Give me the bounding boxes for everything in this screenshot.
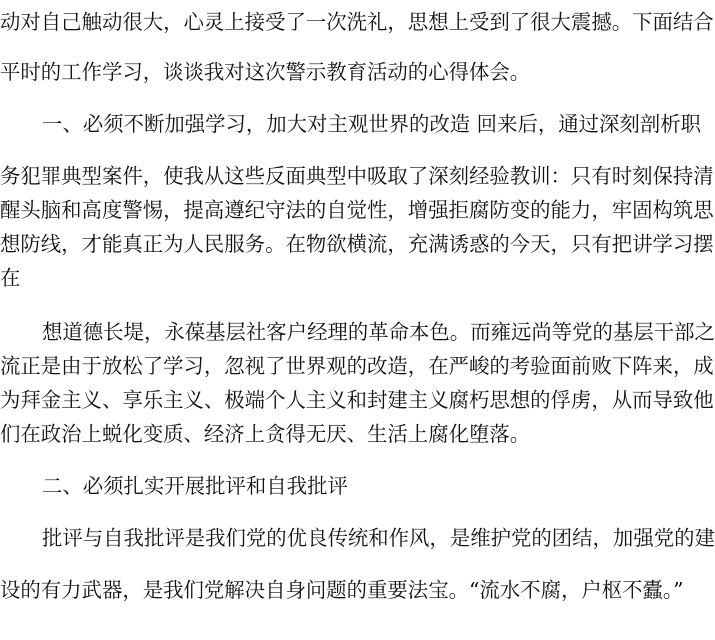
- line-text: 一、必须不断加强学习，加大对主观世界的改造 回来后，通过深刻剖析职: [42, 112, 701, 136]
- line-text: 务犯罪典型案件，使我从这些反面典型中吸取了深刻经验教训：只有时刻保持清: [0, 164, 714, 188]
- text-line-3: [0, 104, 701, 144]
- text-line-13: [0, 518, 715, 558]
- text-line-11: [0, 414, 640, 454]
- text-line-14: [0, 570, 684, 610]
- line-text: 醒头脑和高度警惕，提高遵纪守法的自觉性，增强拒腐防变的能力，牢固构筑思: [0, 198, 714, 222]
- line-text: 想道德长堤，永葆基层社客户经理的革命本色。而雍远尚等党的基层干部之: [42, 320, 715, 344]
- line-text: 们在政治上蜕化变质、经济上贪得无厌、生活上腐化堕落。: [0, 422, 531, 446]
- text-line-2: [0, 52, 640, 92]
- line-text: 平时的工作学习，谈谈我对这次警示教育活动的心得体会。: [0, 60, 531, 84]
- line-text: 动对自己触动很大，心灵上接受了一次洗礼，思想上受到了很大震撼。下面结合: [0, 10, 714, 34]
- line-text: 设的有力武器，是我们党解决自身问题的重要法宝。“流水不腐，户枢不蠹。”: [0, 578, 684, 602]
- section-heading: 二、必须扎实开展批评和自我批评: [42, 474, 348, 498]
- text-line-1: [0, 2, 714, 42]
- line-text: 想防线，才能真正为人民服务。在物欲横流，充满诱惑的今天，只有把讲学习摆: [0, 232, 714, 256]
- line-text: 在: [0, 266, 21, 290]
- text-line-12: [0, 466, 640, 506]
- text-line-7: [0, 258, 640, 298]
- line-text: 批评与自我批评是我们党的优良传统和作风，是维护党的团结，加强党的建: [42, 526, 715, 550]
- line-text: 流正是由于放松了学习，忽视了世界观的改造，在严峻的考验面前败下阵来，成: [0, 354, 714, 378]
- line-text: 为拜金主义、享乐主义、极端个人主义和封建主义腐朽思想的俘虏，从而导致他: [0, 388, 714, 412]
